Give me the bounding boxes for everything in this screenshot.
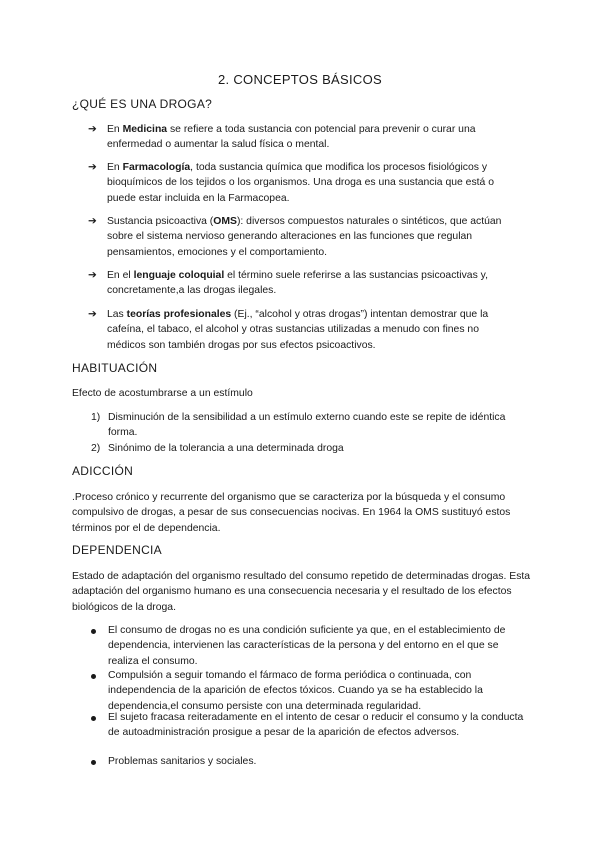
dependencia-intro: Estado de adaptación del organismo resultado del consumo repetido de determinadas drogas. Esta adaptación del organismo humano es una consecuencia necesaria y el resultado de los efectos biológicos de la droga. [72, 571, 531, 613]
bullet-item-4: Problemas sanitarios y sociales. [91, 754, 531, 769]
page-title: 2. CONCEPTOS BÁSICOS [218, 72, 382, 87]
adiccion-text: .Proceso crónico y recurrente del organismo que se caracteriza por la búsqueda y el consumo compulsivo de drogas, a pesar de sus consecuencias nocivas. En 1964 la OMS sustituyó estos términos por el de dependencia. [72, 492, 511, 534]
bullet-item-1: El consumo de drogas no es una condición suficiente ya que, en el establecimiento de dependencia, intervienen las características de la persona y del entorno en el que se realiza el consumo. [91, 623, 531, 669]
arrow-icon: ➔ [88, 162, 97, 173]
arrow-icon: ➔ [88, 270, 97, 281]
bullet-icon [91, 629, 96, 634]
arrow-icon: ➔ [88, 216, 97, 227]
habituacion-intro: Efecto de acostumbrarse a un estímulo [72, 388, 253, 399]
list-item-medicina: ➔ En Medicina se refiere a toda sustancia con potencial para prevenir o curar una enfermedad o aumentar la salud física o mental. [88, 124, 476, 151]
list-item-teorias-profesionales: ➔ Las teorías profesionales (Ej., “alcohol y otras drogas”) intentan demostrar que la cafeína, el tabaco, el alcohol y otras sustancias utilizadas a menudo con fines no médicos son también drogas por sus efectos psicoactivos. [88, 309, 489, 351]
arrow-icon: ➔ [88, 309, 97, 320]
numbered-item-2: 2) Sinónimo de la tolerancia a una determinada droga [91, 443, 344, 454]
numbered-item-1: 1) Disminución de la sensibilidad a un estímulo externo cuando este se repite de idéntica forma. [91, 412, 506, 439]
section-heading-adiccion: ADICCIÓN [72, 464, 134, 478]
arrow-icon: ➔ [88, 124, 97, 135]
list-item-oms: ➔ Sustancia psicoactiva (OMS): diversos compuestos naturales o sintéticos, que actúan sobre el sistema nervioso generando alteraciones en las funciones que regulan pensamientos, emociones y el comportamiento. [88, 216, 502, 258]
section-heading-dependencia: DEPENDENCIA [72, 543, 162, 557]
bullet-icon [91, 674, 96, 679]
list-item-lenguaje-coloquial: ➔ En el lenguaje coloquial el término suele referirse a las sustancias psicoactivas y, concretamente,a las drogas ilegales. [88, 270, 488, 297]
section-heading-habituacion: HABITUACIÓN [72, 361, 158, 375]
list-item-farmacologia: ➔ En Farmacología, toda sustancia química que modifica los procesos fisiológicos y bioquímicos de los tejidos o los organismos. Una droga es una sustancia que está o puede estar incluida en la Farmacopea. [88, 162, 494, 204]
section-heading-droga: ¿QUÉ ES UNA DROGA? [72, 97, 213, 111]
bullet-icon [91, 716, 96, 721]
bullet-item-3: El sujeto fracasa reiteradamente en el intento de cesar o reducir el consumo y la conducta de autoadministración prosigue a pesar de la aparición de efectos adversos. [91, 710, 531, 741]
bullet-icon [91, 760, 96, 765]
bullet-item-2: Compulsión a seguir tomando el fármaco de forma periódica o continuada, con independencia de la aparición de efectos tóxicos. Cuando ya se ha establecido la dependencia,el consumo persiste con una determinada regularidad. [91, 668, 531, 714]
